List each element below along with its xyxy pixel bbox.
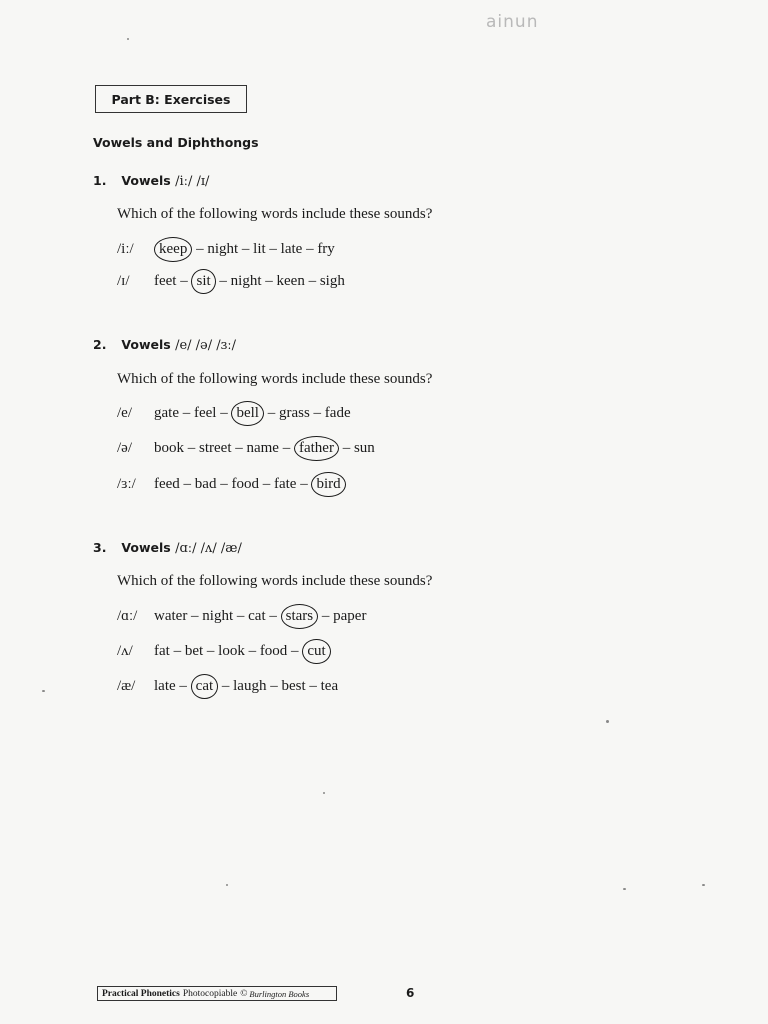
exercise-title: Vowels bbox=[121, 540, 171, 555]
scan-speck bbox=[323, 792, 325, 794]
exercise-number: 2. bbox=[93, 337, 107, 352]
page-number: 6 bbox=[406, 986, 415, 1000]
words-after: – laugh – best – tea bbox=[218, 678, 339, 694]
ipa-symbol: /ɑː/ bbox=[117, 608, 138, 624]
ipa-symbol: /ɪ/ bbox=[117, 273, 130, 289]
words-before: gate – feel – bbox=[154, 405, 232, 421]
circled-answer: keep bbox=[154, 237, 192, 262]
words-before: feed – bad – food – fate – bbox=[154, 476, 312, 492]
words-before: water – night – cat – bbox=[154, 608, 281, 624]
exercise-symbols: /e/ /ə/ /ɜː/ bbox=[175, 338, 236, 353]
exercise-2-question: Which of the following words include these sounds? bbox=[117, 371, 433, 387]
ipa-symbol: /ə/ bbox=[117, 440, 132, 456]
exercise-number: 3. bbox=[93, 540, 107, 555]
exercise-3-question: Which of the following words include these sounds? bbox=[117, 573, 433, 589]
circled-answer: father bbox=[294, 436, 339, 461]
words-before: late – bbox=[154, 678, 191, 694]
circled-answer: cat bbox=[191, 674, 218, 699]
exercise-1-row-1 bbox=[117, 241, 335, 258]
exercise-symbols: /iː/ /ɪ/ bbox=[175, 174, 210, 189]
ipa-symbol: /æ/ bbox=[117, 678, 136, 694]
circled-answer: sit bbox=[191, 269, 215, 294]
handwritten-name: ainun bbox=[486, 12, 539, 32]
words-after: – grass – fade bbox=[263, 405, 351, 421]
scan-speck bbox=[127, 38, 129, 40]
exercise-2-heading bbox=[93, 337, 236, 353]
ipa-symbol: /ɜː/ bbox=[117, 476, 136, 492]
exercise-3-heading bbox=[93, 540, 242, 556]
exercise-number: 1. bbox=[93, 173, 107, 188]
part-label: Part B: Exercises bbox=[111, 91, 231, 107]
circled-answer: cut bbox=[302, 639, 330, 664]
exercise-3-row-3 bbox=[117, 678, 338, 695]
footer-copyright: © bbox=[240, 988, 248, 999]
words-after: – night – lit – late – fry bbox=[192, 241, 335, 257]
ipa-symbol: /e/ bbox=[117, 405, 132, 421]
exercise-title: Vowels bbox=[121, 173, 171, 188]
footer-book-title: Practical Phonetics bbox=[102, 988, 180, 999]
scan-speck bbox=[702, 884, 705, 886]
circled-answer: stars bbox=[281, 604, 319, 629]
footer-credit bbox=[97, 986, 337, 1001]
ipa-symbol: /ʌ/ bbox=[117, 643, 133, 659]
exercise-2-row-3 bbox=[117, 476, 346, 493]
words-before: feet – bbox=[154, 273, 192, 289]
exercise-2-row-1 bbox=[117, 405, 351, 422]
footer-photocopiable: Photocopiable bbox=[182, 988, 238, 999]
exercise-1-question: Which of the following words include these sounds? bbox=[117, 206, 433, 222]
words-before: fat – bet – look – food – bbox=[154, 643, 303, 659]
section-title: Vowels and Diphthongs bbox=[93, 135, 259, 150]
words-after: – sun bbox=[338, 440, 375, 456]
circled-answer: bell bbox=[231, 401, 264, 426]
exercise-1-row-2 bbox=[117, 273, 345, 290]
circled-answer: bird bbox=[311, 472, 345, 497]
scan-speck bbox=[623, 888, 626, 890]
ipa-symbol: /iː/ bbox=[117, 241, 134, 257]
scan-speck bbox=[606, 720, 609, 723]
words-after: – paper bbox=[318, 608, 367, 624]
exercise-symbols: /ɑː/ /ʌ/ /æ/ bbox=[175, 541, 242, 556]
part-label-box bbox=[95, 85, 247, 113]
footer-publisher: Burlington Books bbox=[249, 988, 310, 999]
exercise-3-row-2 bbox=[117, 643, 331, 660]
words-after: – night – keen – sigh bbox=[215, 273, 345, 289]
scan-speck bbox=[226, 884, 228, 886]
words-before: book – street – name – bbox=[154, 440, 294, 456]
exercise-1-heading bbox=[93, 173, 209, 189]
scan-speck bbox=[42, 690, 45, 692]
exercise-title: Vowels bbox=[121, 337, 171, 352]
exercise-3-row-1 bbox=[117, 608, 366, 625]
exercise-2-row-2 bbox=[117, 440, 375, 457]
